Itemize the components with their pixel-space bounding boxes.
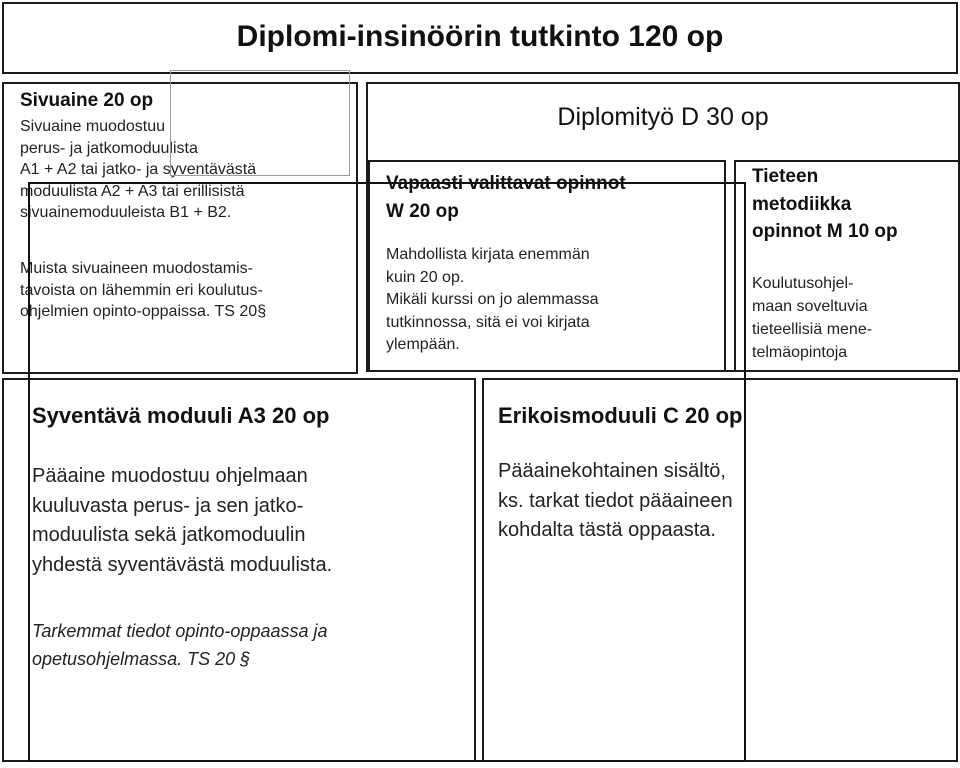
advanced-module-description: Pääaine muodostuu ohjelmaan kuuluvasta perus- ja sen jatko- moduulista sekä jatkomoduulin yhdestä syventävästä moduulista. <box>32 465 333 576</box>
advanced-module-heading: Syventävä moduuli A3 20 op <box>32 403 330 428</box>
special-module-description: Pääainekohtainen sisältö, ks. tarkat tiedot pääaineen kohdalta tästä oppaasta. <box>498 460 733 541</box>
special-module-heading: Erikoismoduuli C 20 op <box>498 403 743 428</box>
minor-subject-heading: Sivuaine 20 op <box>20 90 154 111</box>
elective-studies-description: Mahdollista kirjata enemmän kuin 20 op. Mikäli kurssi on jo alemmassa tutkinnossa, sitä ei voi kirjata ylempään. <box>386 246 599 353</box>
page-title: Diplomi-insinöörin tutkinto 120 op <box>236 20 724 53</box>
thesis-label: Diplomityö D 30 op <box>557 103 769 131</box>
minor-subject-description: Sivuaine muodostuu perus- ja jatkomoduulista A1 + A2 tai jatko- ja syventävästä moduulista A2 + A3 tai erillisistä sivuainemoduuleista B1 + B2. <box>20 118 257 221</box>
methodology-heading: Tieteen metodiikka opinnot M 10 op <box>752 166 898 242</box>
minor-subject-note: Muista sivuaineen muodostamis- tavoista on lähemmin eri koulutus- ohjelmien opinto-oppaissa. TS 20§ <box>20 260 267 320</box>
overlay-frame-large <box>28 182 746 762</box>
overlay-frame-small <box>170 70 350 176</box>
elective-studies-heading: Vapaasti valittavat opinnot W 20 op <box>386 173 626 222</box>
methodology-description: Koulutusohjel- maan soveltuvia tieteellisiä mene- telmäopintoja <box>752 275 873 361</box>
advanced-module-note: Tarkemmat tiedot opinto-oppaassa ja opetusohjelmassa. TS 20 § <box>32 621 328 669</box>
